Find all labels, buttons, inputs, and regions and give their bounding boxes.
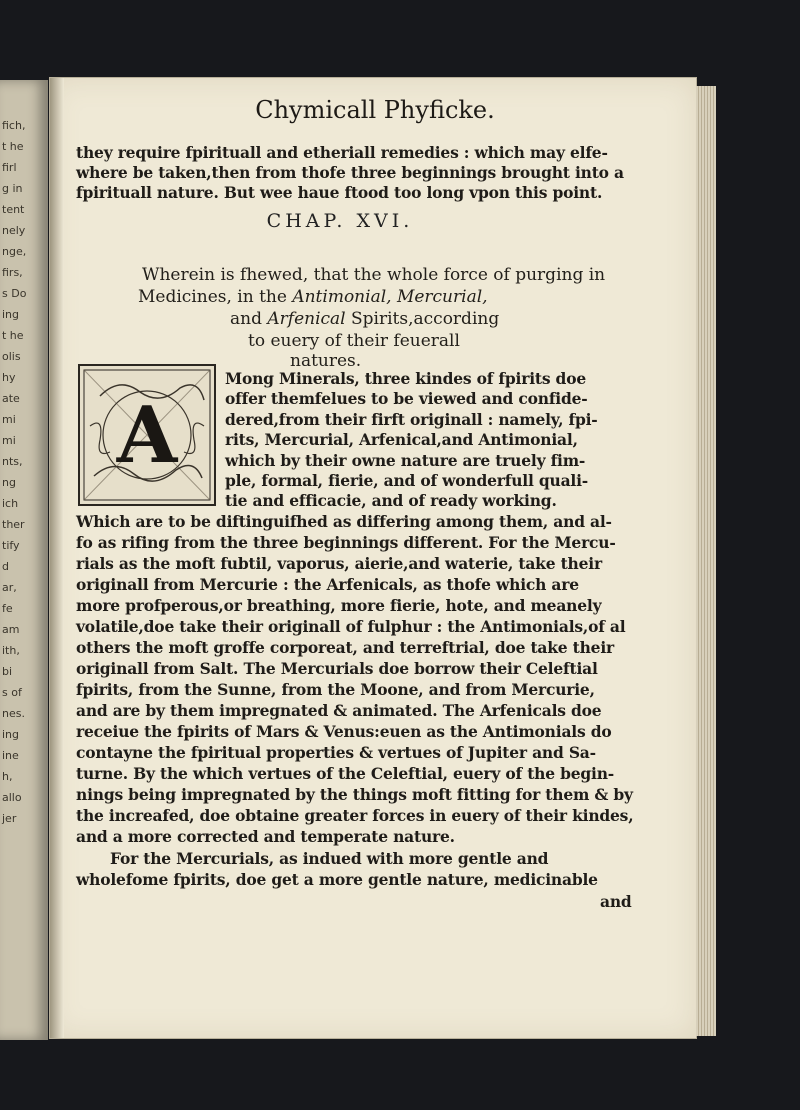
chapter-summary-line: Medicines, in the Antimonial, Mercurial, (138, 287, 488, 307)
initial-letter: A (116, 390, 178, 481)
catchword: and (600, 892, 632, 911)
facing-page-fragment: d (2, 560, 9, 573)
facing-page-fragment: fe (2, 602, 13, 615)
chapter-summary-line: to euery of their feuerall (248, 331, 460, 351)
page-fore-edge (696, 86, 716, 1036)
facing-page-fragment: ing (2, 728, 20, 741)
facing-page-fragment: hy (2, 371, 16, 384)
chapter-summary-line: Wherein is fhewed, that the whole force of purging in (142, 265, 606, 285)
facing-page-fragment: jer (2, 812, 17, 825)
body-line: where be taken,then from thofe three beginnings brought into a (76, 163, 624, 182)
facing-page-fragment: tify (2, 539, 20, 552)
facing-page-fragment: t he (2, 329, 24, 342)
facing-page-fragment: olis (2, 350, 21, 363)
facing-page-fragment: nge, (2, 245, 27, 258)
facing-page-fragment: nes. (2, 707, 25, 720)
body-line: and a more corrected and temperate nature. (76, 827, 455, 846)
facing-page-fragment: h, (2, 770, 13, 783)
body-line: others the moft groffe corporeat, and terreftrial, doe take their (76, 638, 614, 657)
body-line: turne. By the which vertues of the Celeftial, euery of the begin- (76, 764, 615, 783)
body-line: they require fpirituall and etheriall remedies : which may elfe- (76, 143, 608, 162)
facing-page-fragment: g in (2, 182, 23, 195)
facing-page-fragment: s of (2, 686, 22, 699)
facing-page-fragment: nts, (2, 455, 23, 468)
body-line: rits, Mercurial, Arfenical,and Antimonial, (225, 430, 578, 449)
body-line: more profperous,or breathing, more fierie, hote, and meanely (76, 596, 602, 615)
running-head: Chymicall Phyficke. (255, 96, 495, 124)
body-line: originall from Salt. The Mercurials doe borrow their Celeftial (76, 659, 598, 678)
body-line: wholefome fpirits, doe get a more gentle nature, medicinable (76, 870, 598, 889)
body-line: fpirits, from the Sunne, from the Moone, and from Mercurie, (76, 680, 595, 699)
chapter-heading: CHAP. XVI. (266, 210, 414, 232)
body-line: dered,from their firft originall : namely, fpi- (225, 410, 598, 429)
body-line: offer themfelues to be viewed and confide- (225, 389, 588, 408)
facing-page-fragment: am (2, 623, 20, 636)
facing-page-fragment: allo (2, 791, 22, 804)
body-line: the increafed, doe obtaine greater forces in euery of their kindes, (76, 806, 634, 825)
decorated-initial (78, 364, 216, 506)
chapter-summary-line: natures. (290, 351, 362, 371)
facing-page-fragment: nely (2, 224, 26, 237)
body-line: fpirituall nature. But wee haue ftood too long vpon this point. (76, 183, 603, 202)
chapter-summary-line: and Arfenical Spirits,according (230, 309, 500, 329)
facing-page-fragment: tent (2, 203, 25, 216)
body-line: Which are to be diftinguifhed as differing among them, and al- (76, 512, 612, 531)
facing-page-fragment: ng (2, 476, 16, 489)
body-line: fo as rifing from the three beginnings different. For the Mercu- (76, 533, 616, 552)
facing-page-fragment: s Do (2, 287, 27, 300)
facing-page-fragment: ing (2, 308, 20, 321)
body-line: nings being impregnated by the things moft fitting for them & by (76, 785, 633, 804)
body-line: receiue the fpirits of Mars & Venus:euen as the Antimonials do (76, 722, 612, 741)
facing-page-fragment: firs, (2, 266, 23, 279)
facing-page-fragment: ar, (2, 581, 17, 594)
body-line: volatile,doe take their originall of fulphur : the Antimonials,of al (76, 617, 626, 636)
facing-page-fragment: fich, (2, 119, 26, 132)
facing-page-edge (0, 80, 48, 1040)
body-line: tie and efficacie, and of ready working. (225, 491, 557, 510)
facing-page-fragment: ate (2, 392, 20, 405)
facing-page-fragment: t he (2, 140, 24, 153)
facing-page-fragment: ith, (2, 644, 20, 657)
body-line: ple, formal, fierie, and of wonderfull quali- (225, 471, 589, 490)
body-line: which by their owne nature are truely fim- (225, 451, 586, 470)
body-line: For the Mercurials, as indued with more gentle and (110, 849, 549, 868)
body-line: originall from Mercurie : the Arfenicals, as thofe which are (76, 575, 579, 594)
facing-page-fragment: ine (2, 749, 19, 762)
page-gutter (50, 78, 64, 1038)
facing-page-fragment: ich (2, 497, 19, 510)
facing-page-fragment: ther (2, 518, 25, 531)
body-line: and are by them impregnated & animated. The Arfenicals doe (76, 701, 602, 720)
facing-page-fragment: bi (2, 665, 13, 678)
body-line: contayne the fpiritual properties & vertues of Jupiter and Sa- (76, 743, 596, 762)
body-line: rials as the moft fubtil, vaporus, aierie,and waterie, take their (76, 554, 602, 573)
body-line: Mong Minerals, three kindes of fpirits doe (225, 369, 586, 388)
facing-page-fragment: firl (2, 161, 17, 174)
facing-page-fragment: mi (2, 413, 16, 426)
facing-page-fragment: mi (2, 434, 16, 447)
